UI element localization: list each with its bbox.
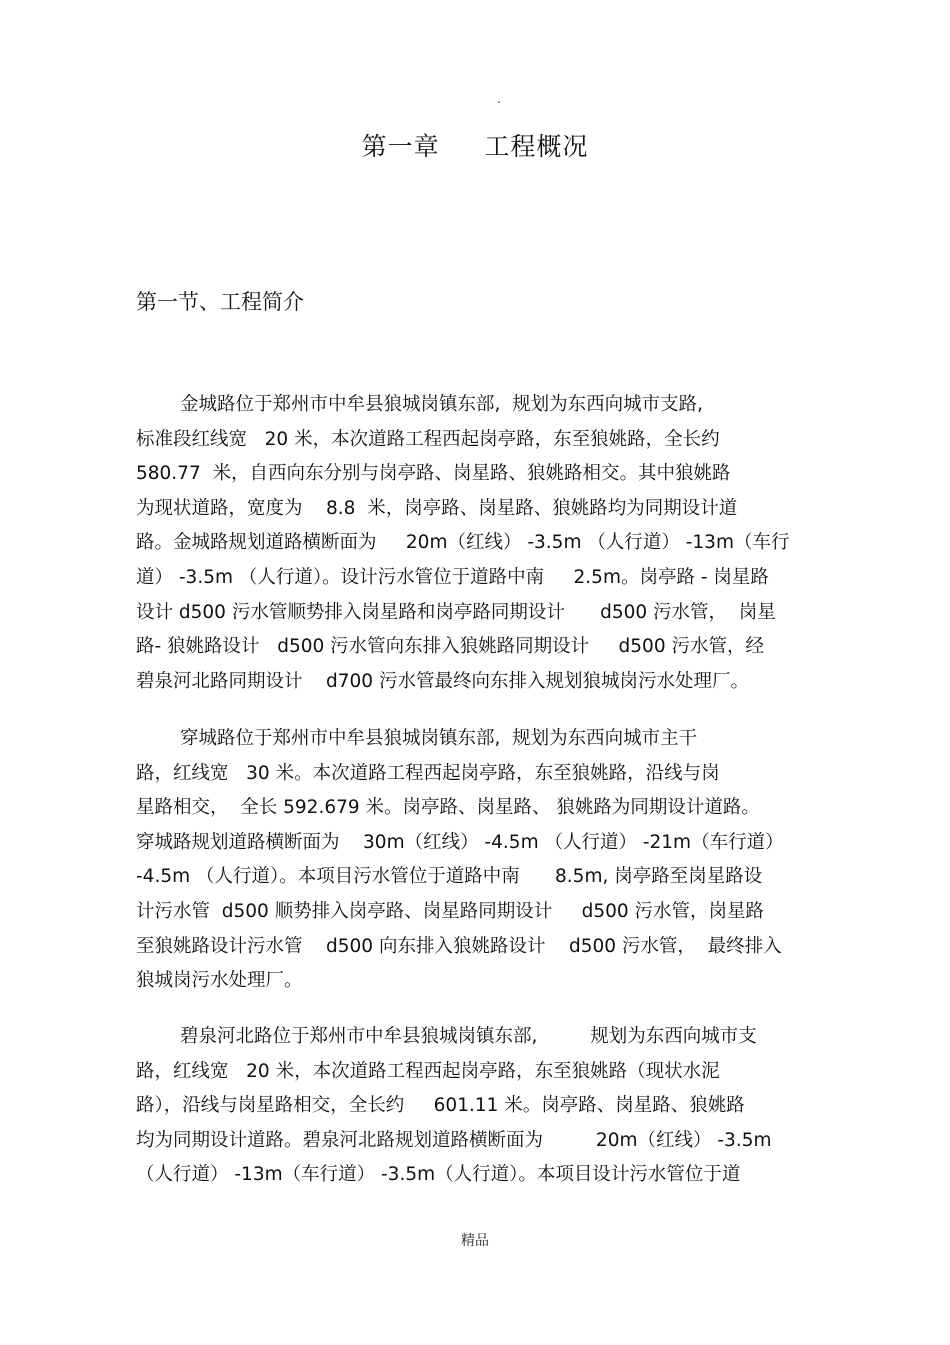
paragraph-line: 路- 狼姚路设计 d500 污水管向东排入狼姚路同期设计 d500 污水管，经 <box>136 636 764 658</box>
paragraph-line: 路，红线宽 20 米，本次道路工程西起岗亭路，东至狼姚路（现状水泥 <box>136 1060 720 1082</box>
paragraph-line: 路），沿线与岗星路相交，全长约 601.11 米。岗亭路、岗星路、狼姚路 <box>136 1095 745 1117</box>
paragraph-line: 星路相交， 全长 592.679 米。岗亭路、岗星路、 狼姚路为同期设计道路。 <box>136 797 760 819</box>
paragraph-line: 均为同期设计道路。碧泉河北路规划道路横断面为 20m（红线） -3.5m <box>136 1129 772 1151</box>
paragraph-jincheng-road <box>136 388 826 699</box>
paragraph-line: 穿城路规划道路横断面为 30m（红线） -4.5m （人行道） -21m（车行道） <box>136 831 784 853</box>
header-dot: . <box>497 92 501 106</box>
paragraph-biquanhe-north-road <box>136 1020 826 1193</box>
paragraph-line: 580.77 米，自西向东分别与岗亭路、岗星路、狼姚路相交。其中狼姚路 <box>136 463 731 485</box>
paragraph-line: 金城路位于郑州市中牟县狼城岗镇东部, 规划为东西向城市支路, <box>180 394 704 415</box>
paragraph-line: 穿城路位于郑州市中牟县狼城岗镇东部, 规划为东西向城市主干 <box>180 728 698 749</box>
section-title: 第一节、工程简介 <box>136 290 304 314</box>
paragraph-line: 路，红线宽 30 米。本次道路工程西起岗亭路，东至狼姚路，沿线与岗 <box>136 762 720 784</box>
paragraph-line: 路。金城路规划道路横断面为 20m（红线） -3.5m （人行道） -13m（车行 <box>136 532 790 554</box>
paragraph-line: 狼城岗污水处理厂。 <box>136 970 303 992</box>
paragraph-line: -4.5m （人行道）。本项目污水管位于道路中南 8.5m, 岗亭路至岗星路设 <box>136 866 763 888</box>
paragraph-line: 道） -3.5m （人行道）。设计污水管位于道路中南 2.5m。岗亭路 - 岗星路 <box>136 566 769 588</box>
paragraph-chuancheng-road <box>136 722 826 999</box>
page-footer: 精品 <box>461 1233 489 1249</box>
paragraph-line: 碧泉河北路位于郑州市中牟县狼城岗镇东部, 规划为东西向城市支 <box>180 1026 757 1047</box>
paragraph-line: 为现状道路，宽度为 8.8 米，岗亭路、岗星路、狼姚路均为同期设计道 <box>136 497 738 519</box>
paragraph-line: 标准段红线宽 20 米，本次道路工程西起岗亭路，东至狼姚路，全长约 <box>136 428 720 450</box>
chapter-title: 第一章 工程概况 <box>361 132 589 161</box>
paragraph-line: 设计 d500 污水管顺势排入岗星路和岗亭路同期设计 d500 污水管， 岗星 <box>136 601 776 623</box>
paragraph-line: 计污水管 d500 顺势排入岗亭路、岗星路同期设计 d500 污水管，岗星路 <box>136 900 765 922</box>
paragraph-line: 至狼姚路设计污水管 d500 向东排入狼姚路设计 d500 污水管， 最终排入 <box>136 935 782 957</box>
paragraph-line: 碧泉河北路同期设计 d700 污水管最终向东排入规划狼城岗污水处理厂。 <box>136 670 749 692</box>
paragraph-line: （人行道） -13m（车行道） -3.5m（人行道）。本项目设计污水管位于道 <box>136 1164 741 1186</box>
